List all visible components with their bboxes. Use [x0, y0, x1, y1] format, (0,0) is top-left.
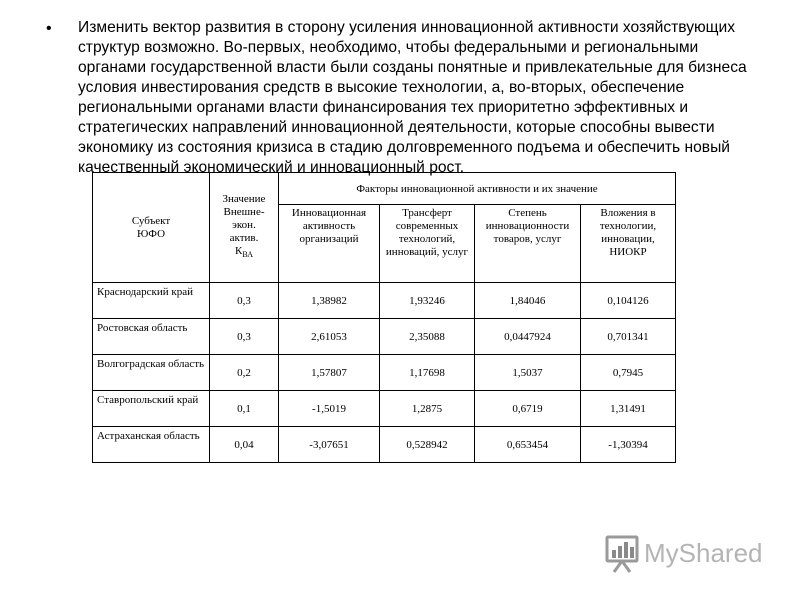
factor-cell: 1,38982 — [279, 283, 380, 319]
region-cell: Волгоградская область — [93, 355, 210, 391]
region-cell: Астраханская область — [93, 427, 210, 463]
factor-cell: 0,104126 — [581, 283, 676, 319]
body-text: Изменить вектор развития в сторону усиления инновационной активности хозяйствующих структур возможно. Во-первых, необходимо, чтобы федеральными и региональными органами государственной власти были созданы понятные и привлекательные для бизнеса условия инвестирования средств в высокие технологии, а, во-вторых, обеспечение региональными органами власти финансирования тех приоритетно эффективных и стратегических направлений инновационной деятельности, которые способны вывести экономику из состояния кризиса в стадию долговременного подъема и обеспечить новый качественный экономический и инновационный рост. — [78, 19, 747, 176]
header-rnd-investment: Вложения в технологии, инновации, НИОКР — [581, 205, 676, 283]
factor-cell: 0,528942 — [380, 427, 475, 463]
header-external-activity — [210, 173, 279, 283]
factor-cell: 1,17698 — [380, 355, 475, 391]
header-value-sub: ВА — [242, 250, 253, 260]
header-value-k: К — [235, 245, 243, 258]
table-row — [93, 391, 676, 427]
factor-cell: -3,07651 — [279, 427, 380, 463]
factor-cell: 1,57807 — [279, 355, 380, 391]
bar-chart-screen-icon — [604, 535, 640, 573]
table-row — [93, 319, 676, 355]
factor-cell: 2,35088 — [380, 319, 475, 355]
value-cell: 0,3 — [210, 283, 279, 319]
header-innovativeness-degree: Степень инновационности товаров, услуг — [475, 205, 581, 283]
factor-cell: 0,653454 — [475, 427, 581, 463]
factor-cell: 1,31491 — [581, 391, 676, 427]
header-innovation-activity: Инновационная активность организаций — [279, 205, 380, 283]
value-cell: 0,04 — [210, 427, 279, 463]
header-value-line4: актив. — [229, 232, 259, 245]
header-value-line3: экон. — [232, 219, 256, 232]
factor-cell: -1,5019 — [279, 391, 380, 427]
region-cell: Ставропольский край — [93, 391, 210, 427]
bullet-marker: • — [46, 20, 52, 37]
table-row — [93, 283, 676, 319]
logo-text: MyShared — [644, 538, 763, 568]
factor-cell: 0,7945 — [581, 355, 676, 391]
factor-cell: 1,93246 — [380, 283, 475, 319]
factor-cell: 1,5037 — [475, 355, 581, 391]
header-subject — [93, 173, 210, 283]
header-subject-line1: Субъект — [131, 214, 171, 227]
header-value-line1: Значение — [222, 193, 266, 206]
region-cell: Ростовская область — [93, 319, 210, 355]
factor-cell: 1,2875 — [380, 391, 475, 427]
header-value-line2: Внешне- — [223, 206, 265, 219]
factor-cell: -1,30394 — [581, 427, 676, 463]
region-cell: Краснодарский край — [93, 283, 210, 319]
factor-cell: 0,0447924 — [475, 319, 581, 355]
value-cell: 0,2 — [210, 355, 279, 391]
factor-cell: 0,701341 — [581, 319, 676, 355]
myshared-logo[interactable] — [604, 535, 769, 573]
header-technology-transfer: Трансферт современных технологий, инноваций, услуг — [380, 205, 475, 283]
table-row — [93, 355, 676, 391]
header-row-1 — [93, 173, 676, 205]
factor-cell: 0,6719 — [475, 391, 581, 427]
value-cell: 0,3 — [210, 319, 279, 355]
factor-cell: 2,61053 — [279, 319, 380, 355]
table-row — [93, 427, 676, 463]
header-factors-group: Факторы инновационной активности и их значение — [279, 173, 676, 205]
value-cell: 0,1 — [210, 391, 279, 427]
header-subject-line2: ЮФО — [136, 227, 166, 240]
innovation-factors-table — [92, 172, 676, 463]
factor-cell: 1,84046 — [475, 283, 581, 319]
